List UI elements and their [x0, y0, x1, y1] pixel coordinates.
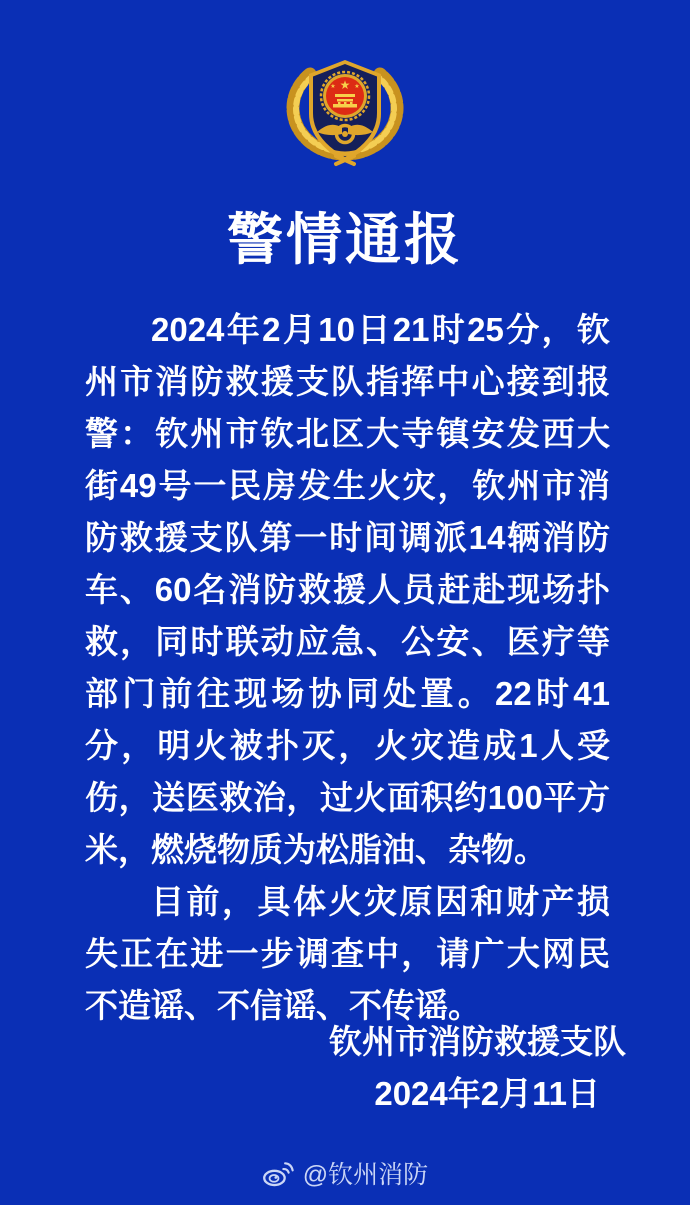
china-fire-rescue-emblem-icon [284, 56, 406, 173]
signature-date: 2024年2月11日 [374, 1075, 600, 1112]
svg-text:★: ★ [354, 83, 360, 90]
svg-text:★: ★ [339, 78, 351, 92]
signature-issuer: 钦州市消防救援支队 [329, 1023, 626, 1060]
notice-paragraph-1: 2024年2月10日21时25分，钦州市消防救援支队指挥中心接到报警：钦州市钦北区大寺镇安发西大街49号一民房发生火灾，钦州市消防救援支队第一时间调派14辆消防车、60名消防救援人员赶赴现场扑救，同时联动应急、公安、医疗等部门前往现场协同处置。22时41分，明火被扑灭，火灾造成1人受伤，送医救治，过火面积约100平方米，燃烧物质为松脂油、杂物。 [85, 311, 610, 868]
watermark-handle: @钦州消防 [302, 1161, 429, 1189]
svg-text:★: ★ [330, 83, 336, 90]
notice-title: 警情通报 [227, 208, 463, 271]
watermark-footer [0, 1155, 690, 1191]
notice-body [85, 304, 610, 1032]
signature-block [329, 1016, 626, 1120]
weibo-icon [262, 1160, 294, 1187]
notice-paragraph-2: 目前，具体火灾原因和财产损失正在进一步调查中，请广大网民不造谣、不信谣、不传谣。 [85, 883, 610, 1024]
